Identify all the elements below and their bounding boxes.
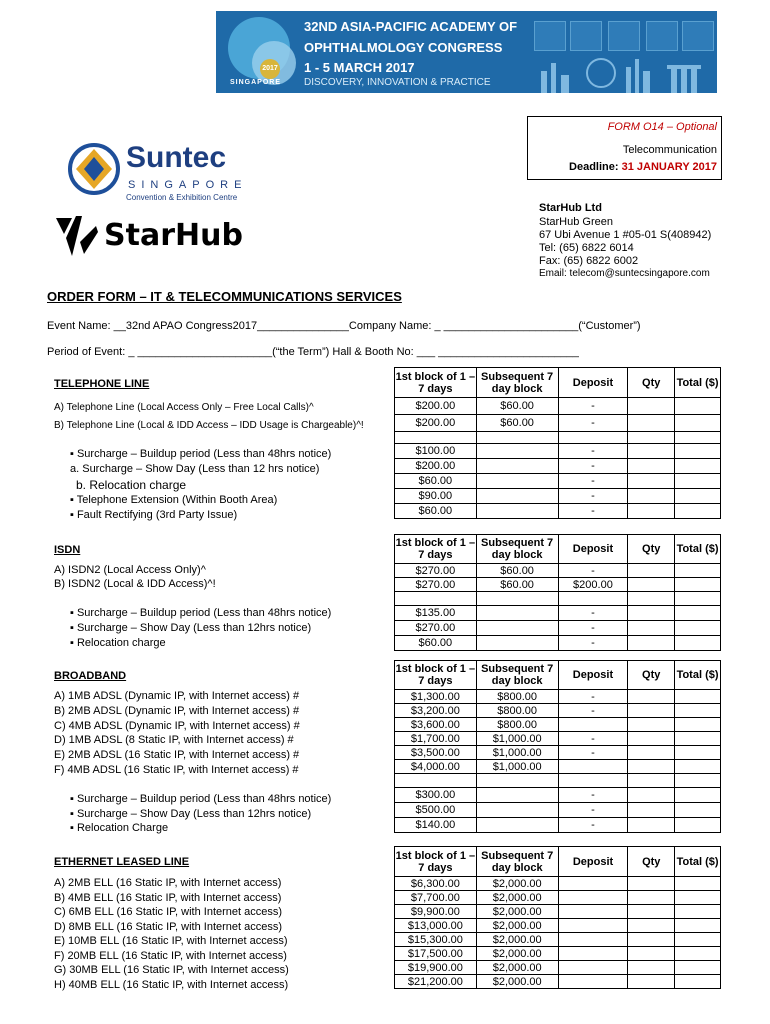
price-cell: $140.00 (395, 818, 477, 833)
price-cell: $135.00 (395, 606, 477, 621)
contact-address: 67 Ubi Avenue 1 #05-01 S(408942) (539, 229, 712, 241)
section-telephone: TELEPHONE LINE (54, 378, 150, 390)
hdr-deposit: Deposit (558, 661, 628, 690)
deposit-cell: - (558, 474, 628, 489)
bb-row-label: A) 1MB ADSL (Dynamic IP, with Internet access) # (54, 690, 300, 702)
qty-cell[interactable] (628, 636, 675, 651)
price-cell: $2,000.00 (476, 933, 558, 947)
price-cell: $1,000.00 (476, 732, 558, 746)
deposit-cell: - (558, 732, 628, 746)
price-cell: $2,000.00 (476, 919, 558, 933)
suntec-name: Suntec (126, 141, 227, 174)
qty-cell[interactable] (628, 975, 675, 989)
total-cell[interactable] (675, 933, 721, 947)
price-cell: $3,200.00 (395, 704, 477, 718)
qty-cell[interactable] (628, 746, 675, 760)
total-cell[interactable] (675, 891, 721, 905)
price-cell: $4,000.00 (395, 760, 477, 774)
banner-city: SINGAPORE (230, 79, 282, 86)
qty-cell[interactable] (628, 947, 675, 961)
price-cell: $2,000.00 (476, 905, 558, 919)
price-cell: $1,700.00 (395, 732, 477, 746)
hdr-deposit: Deposit (558, 368, 628, 398)
form-subject: Telecommunication (622, 144, 717, 156)
ell-row-label: A) 2MB ELL (16 Static IP, with Internet access) (54, 877, 282, 889)
qty-cell[interactable] (628, 818, 675, 833)
qty-cell[interactable] (628, 690, 675, 704)
suntec-sub: SINGAPORE (128, 179, 248, 191)
form-deadline (569, 161, 717, 173)
total-cell[interactable] (675, 489, 721, 504)
deposit-cell: - (558, 704, 628, 718)
deposit-cell: - (558, 564, 628, 578)
hdr-subsequent: Subsequent 7 day block (476, 368, 558, 398)
qty-cell[interactable] (628, 415, 675, 432)
price-cell: $6,300.00 (395, 877, 477, 891)
price-cell: $3,600.00 (395, 718, 477, 732)
total-cell[interactable] (675, 718, 721, 732)
qty-cell[interactable] (628, 933, 675, 947)
total-cell[interactable] (675, 760, 721, 774)
hdr-deposit: Deposit (558, 535, 628, 564)
sponsor-logo (534, 21, 566, 51)
qty-cell[interactable] (628, 905, 675, 919)
isdn-row-b-label: B) ISDN2 (Local & IDD Access)^! (54, 578, 216, 590)
qty-cell[interactable] (628, 919, 675, 933)
price-cell: $17,500.00 (395, 947, 477, 961)
total-cell[interactable] (675, 919, 721, 933)
hdr-qty: Qty (628, 368, 675, 398)
qty-cell[interactable] (628, 444, 675, 459)
bb-extra-label: ▪ Surcharge – Show Day (Less than 12hrs notice) (70, 808, 312, 820)
deposit-cell: $200.00 (558, 578, 628, 592)
deposit-cell (558, 760, 628, 774)
total-cell[interactable] (675, 504, 721, 519)
price-cell: $60.00 (395, 474, 477, 489)
ell-row-label: C) 6MB ELL (16 Static IP, with Internet access) (54, 906, 283, 918)
skyline-illustration (531, 53, 717, 93)
bb-extra-label: ▪ Relocation Charge (70, 822, 169, 834)
sponsor-logo (570, 21, 602, 51)
price-cell: $270.00 (395, 564, 477, 578)
hdr-first: 1st block of 1 – 7 days (395, 661, 477, 690)
total-cell[interactable] (675, 474, 721, 489)
isdn-extra-label: ▪ Surcharge – Buildup period (Less than 48hrs notice) (70, 607, 332, 619)
price-cell: $15,300.00 (395, 933, 477, 947)
total-cell[interactable] (675, 564, 721, 578)
ell-row-label: H) 40MB ELL (16 Static IP, with Internet access) (54, 979, 289, 991)
tel-extra-label: ▪ Telephone Extension (Within Booth Area) (70, 494, 278, 506)
deposit-cell: - (558, 606, 628, 621)
price-cell: $13,000.00 (395, 919, 477, 933)
bb-row-label: F) 4MB ADSL (16 Static IP, with Internet access) # (54, 764, 299, 776)
bb-row-label: D) 1MB ADSL (8 Static IP, with Internet access) # (54, 734, 294, 746)
form-header-box (527, 116, 722, 180)
sponsor-logo (646, 21, 678, 51)
price-cell: $60.00 (395, 504, 477, 519)
price-cell: $200.00 (395, 459, 477, 474)
tel-extra-label: ▪ Surcharge – Buildup period (Less than 48hrs notice) (70, 448, 332, 460)
price-cell: $19,900.00 (395, 961, 477, 975)
contact-company: StarHub Ltd (539, 202, 602, 214)
qty-cell[interactable] (628, 459, 675, 474)
ell-row-label: E) 10MB ELL (16 Static IP, with Internet access) (54, 935, 288, 947)
sponsor-logo (682, 21, 714, 51)
deposit-cell: - (558, 621, 628, 636)
sponsor-logo (608, 21, 640, 51)
price-cell: $800.00 (476, 704, 558, 718)
banner-year: 2017 (260, 59, 280, 79)
section-ethernet: ETHERNET LEASED LINE (54, 856, 190, 868)
period-line[interactable]: Period of Event: _ ______________________(“the Term”) Hall & Booth No: ___ _______________________ (47, 346, 579, 358)
price-cell: $7,700.00 (395, 891, 477, 905)
qty-cell[interactable] (628, 489, 675, 504)
price-cell: $200.00 (395, 415, 477, 432)
hdr-qty: Qty (628, 661, 675, 690)
starhub-wordmark: StarHub (104, 218, 243, 253)
bb-row-label: B) 2MB ADSL (Dynamic IP, with Internet access) # (54, 705, 300, 717)
qty-cell[interactable] (628, 504, 675, 519)
price-cell: $90.00 (395, 489, 477, 504)
bb-row-label: C) 4MB ADSL (Dynamic IP, with Internet access) # (54, 720, 300, 732)
hdr-total: Total ($) (675, 661, 721, 690)
total-cell[interactable] (675, 704, 721, 718)
qty-cell[interactable] (628, 564, 675, 578)
price-cell: $60.00 (395, 636, 477, 651)
price-cell: $800.00 (476, 690, 558, 704)
price-cell: $9,900.00 (395, 905, 477, 919)
qty-cell[interactable] (628, 704, 675, 718)
deposit-cell: - (558, 444, 628, 459)
hdr-first: 1st block of 1 – 7 days (395, 847, 477, 877)
total-cell[interactable] (675, 803, 721, 818)
price-cell: $1,300.00 (395, 690, 477, 704)
qty-cell[interactable] (628, 621, 675, 636)
section-broadband: BROADBAND (54, 670, 127, 682)
suntec-logo (68, 137, 248, 207)
starhub-logo (52, 212, 262, 262)
price-cell: $100.00 (395, 444, 477, 459)
deadline-date: 31 JANUARY 2017 (621, 161, 717, 173)
banner-line2: OPHTHALMOLOGY CONGRESS (304, 40, 503, 55)
qty-cell[interactable] (628, 877, 675, 891)
total-cell[interactable] (675, 578, 721, 592)
hdr-first: 1st block of 1 – 7 days (395, 535, 477, 564)
banner-line1: 32ND ASIA-PACIFIC ACADEMY OF (304, 19, 518, 34)
qty-cell[interactable] (628, 578, 675, 592)
qty-cell[interactable] (628, 961, 675, 975)
qty-cell[interactable] (628, 760, 675, 774)
price-cell: $270.00 (395, 621, 477, 636)
deposit-cell: - (558, 415, 628, 432)
total-cell[interactable] (675, 961, 721, 975)
price-cell: $60.00 (476, 398, 558, 415)
price-cell: $3,500.00 (395, 746, 477, 760)
hdr-subsequent: Subsequent 7 day block (476, 661, 558, 690)
deposit-cell: - (558, 818, 628, 833)
ell-row-label: F) 20MB ELL (16 Static IP, with Internet access) (54, 950, 287, 962)
hdr-total: Total ($) (675, 535, 721, 564)
price-cell: $200.00 (395, 398, 477, 415)
ell-row-label: D) 8MB ELL (16 Static IP, with Internet access) (54, 921, 283, 933)
event-name-line[interactable]: Event Name: __32nd APAO Congress2017_______________Company Name: _ ______________________(“Customer”) (47, 320, 641, 332)
qty-cell[interactable] (628, 718, 675, 732)
isdn-row-a-label: A) ISDN2 (Local Access Only)^ (54, 564, 206, 576)
price-cell: $60.00 (476, 415, 558, 432)
deadline-label: Deadline: (569, 161, 622, 173)
total-cell[interactable] (675, 444, 721, 459)
total-cell[interactable] (675, 788, 721, 803)
price-cell: $2,000.00 (476, 975, 558, 989)
total-cell[interactable] (675, 746, 721, 760)
hdr-total: Total ($) (675, 368, 721, 398)
hdr-total: Total ($) (675, 847, 721, 877)
ell-row-label: B) 4MB ELL (16 Static IP, with Internet access) (54, 892, 282, 904)
price-cell: $800.00 (476, 718, 558, 732)
banner-line3: 1 - 5 MARCH 2017 (304, 60, 415, 75)
price-cell: $2,000.00 (476, 961, 558, 975)
price-cell: $500.00 (395, 803, 477, 818)
starhub-emblem-icon (52, 212, 102, 260)
total-cell[interactable] (675, 732, 721, 746)
price-cell: $2,000.00 (476, 947, 558, 961)
total-cell[interactable] (675, 636, 721, 651)
telephone-price-table (394, 367, 721, 519)
hdr-subsequent: Subsequent 7 day block (476, 535, 558, 564)
deposit-cell: - (558, 788, 628, 803)
total-cell[interactable] (675, 690, 721, 704)
total-cell[interactable] (675, 905, 721, 919)
deposit-cell: - (558, 803, 628, 818)
qty-cell[interactable] (628, 788, 675, 803)
deposit-cell: - (558, 504, 628, 519)
hdr-first: 1st block of 1 – 7 days (395, 368, 477, 398)
deposit-cell (558, 718, 628, 732)
ell-row-label: G) 30MB ELL (16 Static IP, with Internet access) (54, 964, 289, 976)
price-cell: $270.00 (395, 578, 477, 592)
hdr-qty: Qty (628, 847, 675, 877)
congress-banner (216, 11, 717, 93)
tel-row-b-label: B) Telephone Line (Local & IDD Access – IDD Usage is Chargeable)^! (54, 420, 364, 431)
total-cell[interactable] (675, 398, 721, 415)
total-cell[interactable] (675, 606, 721, 621)
price-cell: $2,000.00 (476, 877, 558, 891)
total-cell[interactable] (675, 459, 721, 474)
price-cell: $2,000.00 (476, 891, 558, 905)
contact-tel: Tel: (65) 6822 6014 (539, 242, 634, 254)
deposit-cell: - (558, 398, 628, 415)
price-cell: $1,000.00 (476, 760, 558, 774)
deposit-cell: - (558, 690, 628, 704)
total-cell[interactable] (675, 818, 721, 833)
qty-cell[interactable] (628, 606, 675, 621)
deposit-cell: - (558, 489, 628, 504)
form-code: FORM O14 – Optional (607, 121, 717, 133)
total-cell[interactable] (675, 877, 721, 891)
section-isdn: ISDN (54, 544, 81, 556)
bb-extra-label: ▪ Surcharge – Buildup period (Less than 48hrs notice) (70, 793, 332, 805)
qty-cell[interactable] (628, 732, 675, 746)
price-cell: $21,200.00 (395, 975, 477, 989)
tel-extra-label: ▪ Fault Rectifying (3rd Party Issue) (70, 509, 238, 521)
broadband-price-table (394, 660, 721, 833)
total-cell[interactable] (675, 415, 721, 432)
hdr-qty: Qty (628, 535, 675, 564)
hdr-deposit: Deposit (558, 847, 628, 877)
qty-cell[interactable] (628, 474, 675, 489)
deposit-cell: - (558, 459, 628, 474)
tel-row-a-label: A) Telephone Line (Local Access Only – Free Local Calls)^ (54, 402, 314, 413)
price-cell: $60.00 (476, 564, 558, 578)
contact-building: StarHub Green (539, 216, 613, 228)
contact-fax: Fax: (65) 6822 6002 (539, 255, 639, 267)
hdr-subsequent: Subsequent 7 day block (476, 847, 558, 877)
tel-extra-label: b. Relocation charge (76, 478, 187, 492)
suntec-tagline: Convention & Exhibition Centre (126, 193, 238, 202)
deposit-cell: - (558, 746, 628, 760)
price-cell: $1,000.00 (476, 746, 558, 760)
price-cell: $60.00 (476, 578, 558, 592)
isdn-extra-label: ▪ Relocation charge (70, 637, 166, 649)
ethernet-price-table (394, 846, 721, 989)
isdn-extra-label: ▪ Surcharge – Show Day (Less than 12hrs notice) (70, 622, 312, 634)
banner-line4: DISCOVERY, INNOVATION & PRACTICE (304, 77, 491, 88)
bb-row-label: E) 2MB ADSL (16 Static IP, with Internet access) # (54, 749, 300, 761)
total-cell[interactable] (675, 621, 721, 636)
deposit-cell: - (558, 636, 628, 651)
isdn-price-table (394, 534, 721, 651)
qty-cell[interactable] (628, 398, 675, 415)
suntec-emblem-icon (68, 141, 120, 197)
price-cell: $300.00 (395, 788, 477, 803)
total-cell[interactable] (675, 975, 721, 989)
contact-email: Email: telecom@suntecsingapore.com (539, 268, 710, 279)
order-form-title: ORDER FORM – IT & TELECOMMUNICATIONS SERVICES (47, 289, 402, 304)
qty-cell[interactable] (628, 891, 675, 905)
qty-cell[interactable] (628, 803, 675, 818)
tel-extra-label: a. Surcharge – Show Day (Less than 12 hrs notice) (70, 463, 320, 475)
total-cell[interactable] (675, 947, 721, 961)
